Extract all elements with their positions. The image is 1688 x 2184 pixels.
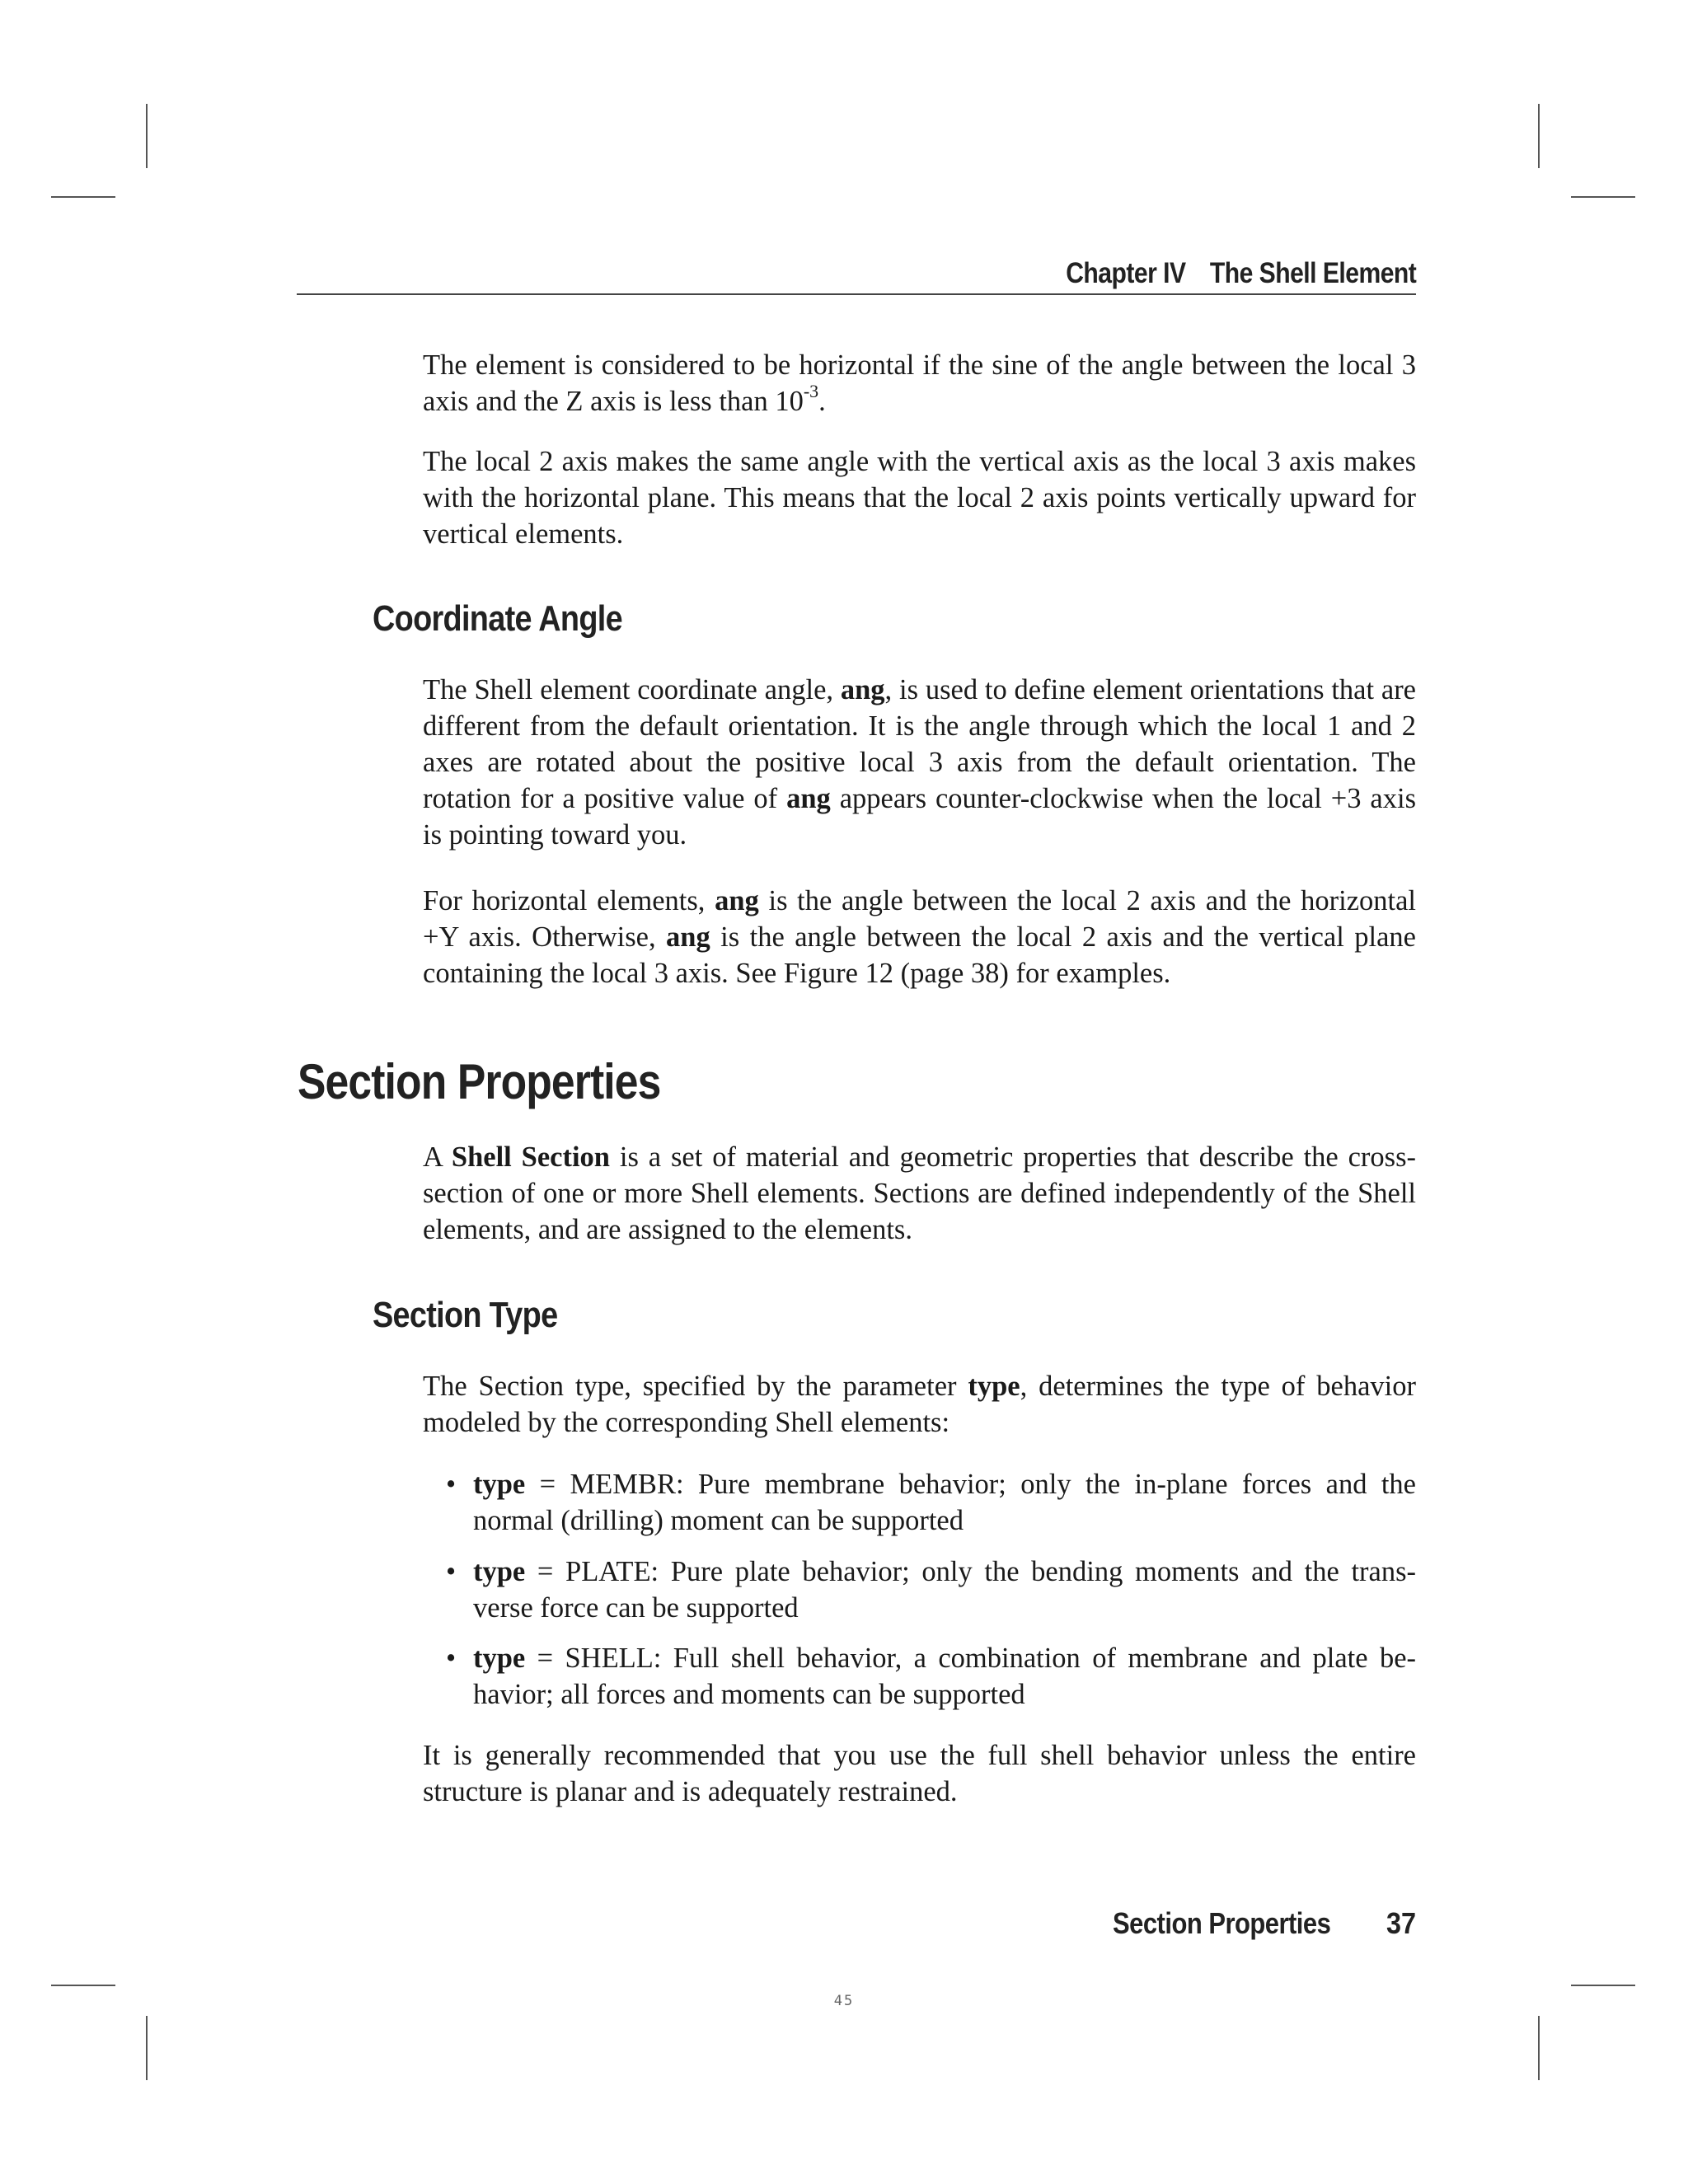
bold-term: ang [715, 885, 759, 916]
bold-term: ang [666, 921, 710, 953]
paragraph-recommendation: It is generally recommended that you use the full shell behavior unless the entire structure is planar and is adequately restrained. [423, 1740, 1416, 1807]
paragraph-shell-section-definition [423, 1139, 1416, 1248]
heading-section-properties: Section Properties [298, 1054, 661, 1109]
bold-term: type [968, 1371, 1020, 1402]
text-run: = MEMBR: Pure membrane behavior; only the in-plane forces and the normal (drilling) moment can be supported [473, 1469, 1416, 1536]
crop-mark-top-right-vertical [1538, 104, 1540, 168]
bullet-icon: • [445, 1469, 457, 1500]
bold-term: ang [786, 783, 831, 814]
list-item-shell [445, 1640, 1416, 1713]
bold-term: type [473, 1469, 526, 1500]
page-number: 37 [1386, 1906, 1416, 1940]
text-run: is a set of material and geometric properties that describe the cross-section of one or more Shell elements. Sections are defined independently of the Shell elements, and are assigned to the elements. [423, 1141, 1416, 1245]
bold-term: Shell Section [451, 1141, 610, 1173]
scan-page-number: 45 [833, 1993, 855, 2009]
text-run: is the angle between the local 2 axis and the vertical plane containing the local 3 axis. See Figure 12 (page 38) for examples. [423, 921, 1416, 989]
list-item-plate [445, 1554, 1416, 1626]
bullet-icon: • [445, 1556, 457, 1587]
text-run: For horizontal elements, [423, 885, 715, 916]
list-item-text [473, 1643, 1416, 1710]
crop-mark-top-right-horizontal [1571, 196, 1635, 198]
paragraph-horizontal-definition: The element is considered to be horizontal if the sine of the angle between the local 3 axis and the Z axis is less than $10^{-3}$. [423, 349, 1416, 417]
text-run: = PLATE: Pure plate behavior; only the bending moments and the trans-verse force can be supported [473, 1556, 1416, 1624]
crop-mark-bottom-left-vertical [146, 2016, 148, 2080]
crop-mark-top-left-horizontal [51, 196, 115, 198]
text-run: The Shell element coordinate angle, [423, 674, 841, 705]
text-run: = SHELL: Full shell behavior, a combination of membrane and plate be-havior; all forces and moments can be supported [473, 1643, 1416, 1710]
bold-term: type [473, 1643, 526, 1674]
crop-mark-bottom-left-horizontal [51, 1985, 115, 1986]
heading-section-type: Section Type [373, 1295, 558, 1335]
paragraph-coordinate-angle-definition [423, 672, 1416, 853]
crop-mark-top-left-vertical [146, 104, 148, 168]
chapter-label: Chapter IV [1065, 257, 1186, 289]
paragraph-section-type-intro [423, 1368, 1416, 1441]
text-run: The Section type, specified by the parameter [423, 1371, 968, 1402]
crop-mark-bottom-right-vertical [1538, 2016, 1540, 2080]
bullet-icon: • [445, 1643, 457, 1674]
paragraph-local-2-axis: The local 2 axis makes the same angle with the vertical axis as the local 3 axis makes with the horizontal plane. This means that the local 2 axis points vertically upward for vertical elements. [423, 446, 1416, 550]
bold-term: type [473, 1556, 526, 1587]
text-run: A [423, 1141, 452, 1173]
text-run: is the angle between the local 2 axis and the horizontal +Y axis. Otherwise, [423, 885, 1416, 953]
running-header-text [1066, 257, 1416, 290]
paragraph-ang-horizontal-elements [423, 883, 1416, 991]
text-run: , is used to define element orientations that are different from the default orientation. It is the angle through which the local 1 and 2 axes are rotated about the positive local 3 axis from the default orientation. The rotation for a positive value of [423, 674, 1416, 814]
bold-term: ang [840, 674, 885, 705]
text-run: , determines the type of behavior modeled by the corresponding Shell elements: [423, 1371, 1416, 1438]
text-run: appears counter-clockwise when the local +3 axis is pointing toward you. [423, 783, 1416, 851]
chapter-title: The Shell Element [1209, 257, 1416, 289]
footer-section-title: Section Properties [1112, 1906, 1330, 1940]
crop-mark-bottom-right-horizontal [1571, 1985, 1635, 1986]
exponent: -3 [803, 380, 819, 401]
running-header [297, 251, 1416, 295]
heading-coordinate-angle: Coordinate Angle [373, 598, 622, 639]
list-item-text [473, 1556, 1416, 1624]
list-item-membr [445, 1466, 1416, 1539]
list-item-text [473, 1469, 1416, 1536]
